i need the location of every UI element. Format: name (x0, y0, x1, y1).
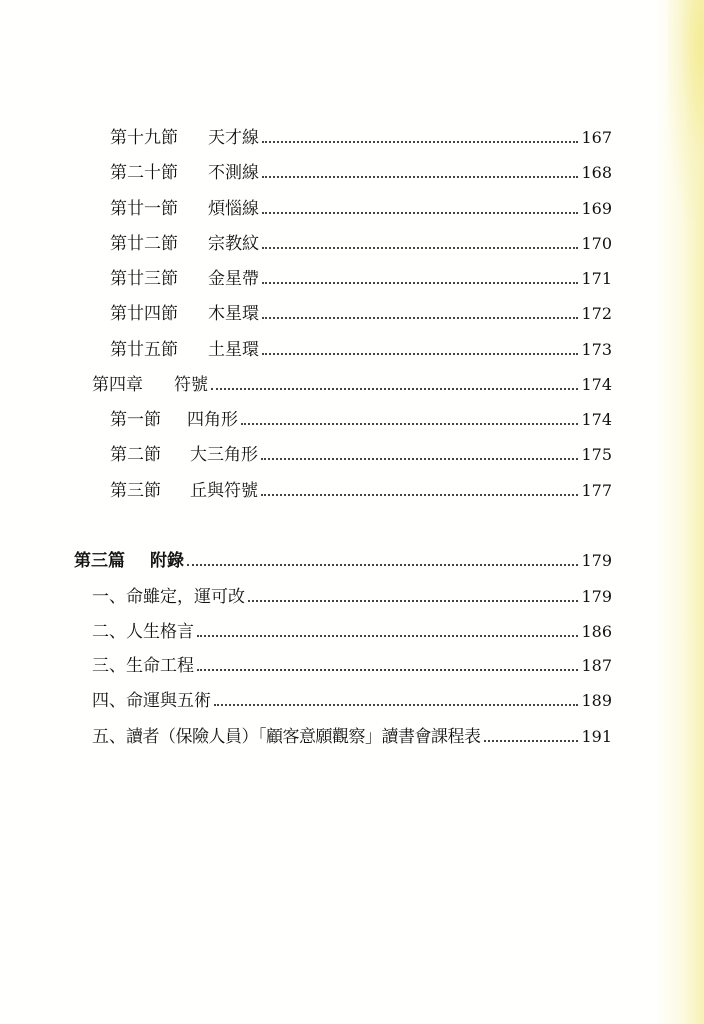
dot-leader (262, 270, 578, 284)
toc-entry-number: 第四章 (92, 375, 143, 395)
toc-entry-label (92, 655, 194, 677)
toc-entry-title: 木星環 (208, 304, 259, 324)
toc-entry-number: 第二節 (110, 445, 161, 465)
toc-entry-page: 169 (581, 199, 612, 218)
toc-entry-page: 179 (581, 587, 612, 606)
toc-entry-title: 附錄 (150, 551, 184, 571)
toc-entry-page: 177 (581, 481, 612, 500)
toc-entry-label (110, 127, 259, 149)
toc-entry-page: 171 (581, 269, 612, 288)
toc-entry-label (110, 480, 258, 502)
dot-leader (261, 446, 578, 460)
toc-entry-number: 二、 (92, 622, 126, 642)
toc-entry-label (92, 374, 208, 396)
toc-entry-title: 四角形 (187, 410, 238, 430)
toc-entry-number: 五、 (92, 727, 126, 747)
dot-leader (262, 341, 578, 355)
toc-entry-page: 168 (581, 163, 612, 182)
dot-leader (262, 235, 578, 249)
toc-entry-number: 第廿五節 (110, 340, 178, 360)
toc-entry-title: 生命工程 (126, 656, 194, 676)
toc-entry (110, 409, 612, 431)
toc-entry-title: 大三角形 (190, 445, 258, 465)
toc-entry-page: 172 (581, 304, 612, 323)
dot-leader (211, 376, 578, 390)
toc-appendix-entry (92, 726, 612, 748)
toc-entry-page: 167 (581, 128, 612, 147)
toc-entry-number: 四、 (92, 691, 126, 711)
toc-entry-page: 174 (581, 410, 612, 429)
toc-entry-title: 天才線 (208, 128, 259, 148)
toc-entry-title: 宗教紋 (208, 234, 259, 254)
toc-entry-number: 第三節 (110, 481, 161, 501)
toc-entry-title: 金星帶 (208, 269, 259, 289)
toc-entry-number: 第二十節 (110, 163, 178, 183)
dot-leader (484, 728, 579, 742)
toc-entry-title: 讀者（保險人員）「顧客意願觀察」讀書會課程表 (126, 727, 481, 747)
toc-appendix-entry (92, 586, 612, 608)
toc-entry-label (92, 586, 245, 608)
toc-entry (110, 268, 612, 290)
dot-leader (197, 623, 578, 637)
toc-entry-title: 命運與五術 (126, 691, 211, 711)
toc-entry-label (110, 339, 259, 361)
toc-entry-page: 186 (581, 622, 612, 641)
toc-entry (110, 339, 612, 361)
toc-entry (110, 444, 612, 466)
toc-entry-label (92, 690, 211, 712)
dot-leader (261, 482, 578, 496)
toc-entry-number: 第一節 (110, 410, 161, 430)
dot-leader (262, 164, 578, 178)
toc-entry (110, 233, 612, 255)
toc-entry-label (92, 726, 481, 748)
toc-part-entry (74, 550, 612, 572)
toc-appendix-entry (92, 690, 612, 712)
toc-entry-label (110, 198, 259, 220)
toc-entry-number: 第廿一節 (110, 199, 178, 219)
dot-leader (262, 129, 578, 143)
dot-leader (187, 552, 578, 566)
toc-entry-page: 174 (581, 375, 612, 394)
toc-entry-page: 170 (581, 234, 612, 253)
toc-entry-title: 煩惱線 (208, 199, 259, 219)
toc-entry-title: 丘與符號 (190, 481, 258, 501)
toc-entry-label (92, 621, 194, 643)
dot-leader (197, 657, 578, 671)
toc-entry-label (74, 550, 184, 572)
dot-leader (262, 305, 578, 319)
toc-entry-label (110, 409, 238, 431)
toc-entry-title: 命雖定，運可改 (126, 587, 245, 607)
toc-entry (110, 303, 612, 325)
dot-leader (262, 200, 578, 214)
toc-entry (110, 480, 612, 502)
toc-entry-label (110, 233, 259, 255)
toc-entry-page: 179 (581, 551, 612, 570)
toc-entry-page: 191 (581, 727, 612, 746)
toc-entry-label (110, 303, 259, 325)
toc-entry-title: 人生格言 (126, 622, 194, 642)
toc-entry-number: 第十九節 (110, 128, 178, 148)
toc-chapter-entry (92, 374, 612, 396)
toc-entry-number: 三、 (92, 656, 126, 676)
toc-entry-title: 不測線 (208, 163, 259, 183)
toc-entry-number: 第三篇 (74, 551, 125, 571)
toc-entry-label (110, 444, 258, 466)
toc-entry-page: 173 (581, 340, 612, 359)
toc-entry-number: 第廿三節 (110, 269, 178, 289)
dot-leader (214, 692, 578, 706)
toc-entry-number: 一、 (92, 587, 126, 607)
toc-appendix-entry (92, 621, 612, 643)
toc-entry-page: 189 (581, 691, 612, 710)
toc-entry (110, 162, 612, 184)
toc-entry-title: 符號 (174, 375, 208, 395)
toc-entry-page: 187 (581, 656, 612, 675)
toc-entry-label (110, 268, 259, 290)
toc-entry (110, 127, 612, 149)
toc-entry-title: 土星環 (208, 340, 259, 360)
dot-leader (248, 588, 578, 602)
toc-entry-number: 第廿四節 (110, 304, 178, 324)
dot-leader (241, 411, 578, 425)
toc-entry-page: 175 (581, 445, 612, 464)
toc-appendix-entry (92, 655, 612, 677)
toc-entry-number: 第廿二節 (110, 234, 178, 254)
toc-entry (110, 198, 612, 220)
toc-entry-label (110, 162, 259, 184)
